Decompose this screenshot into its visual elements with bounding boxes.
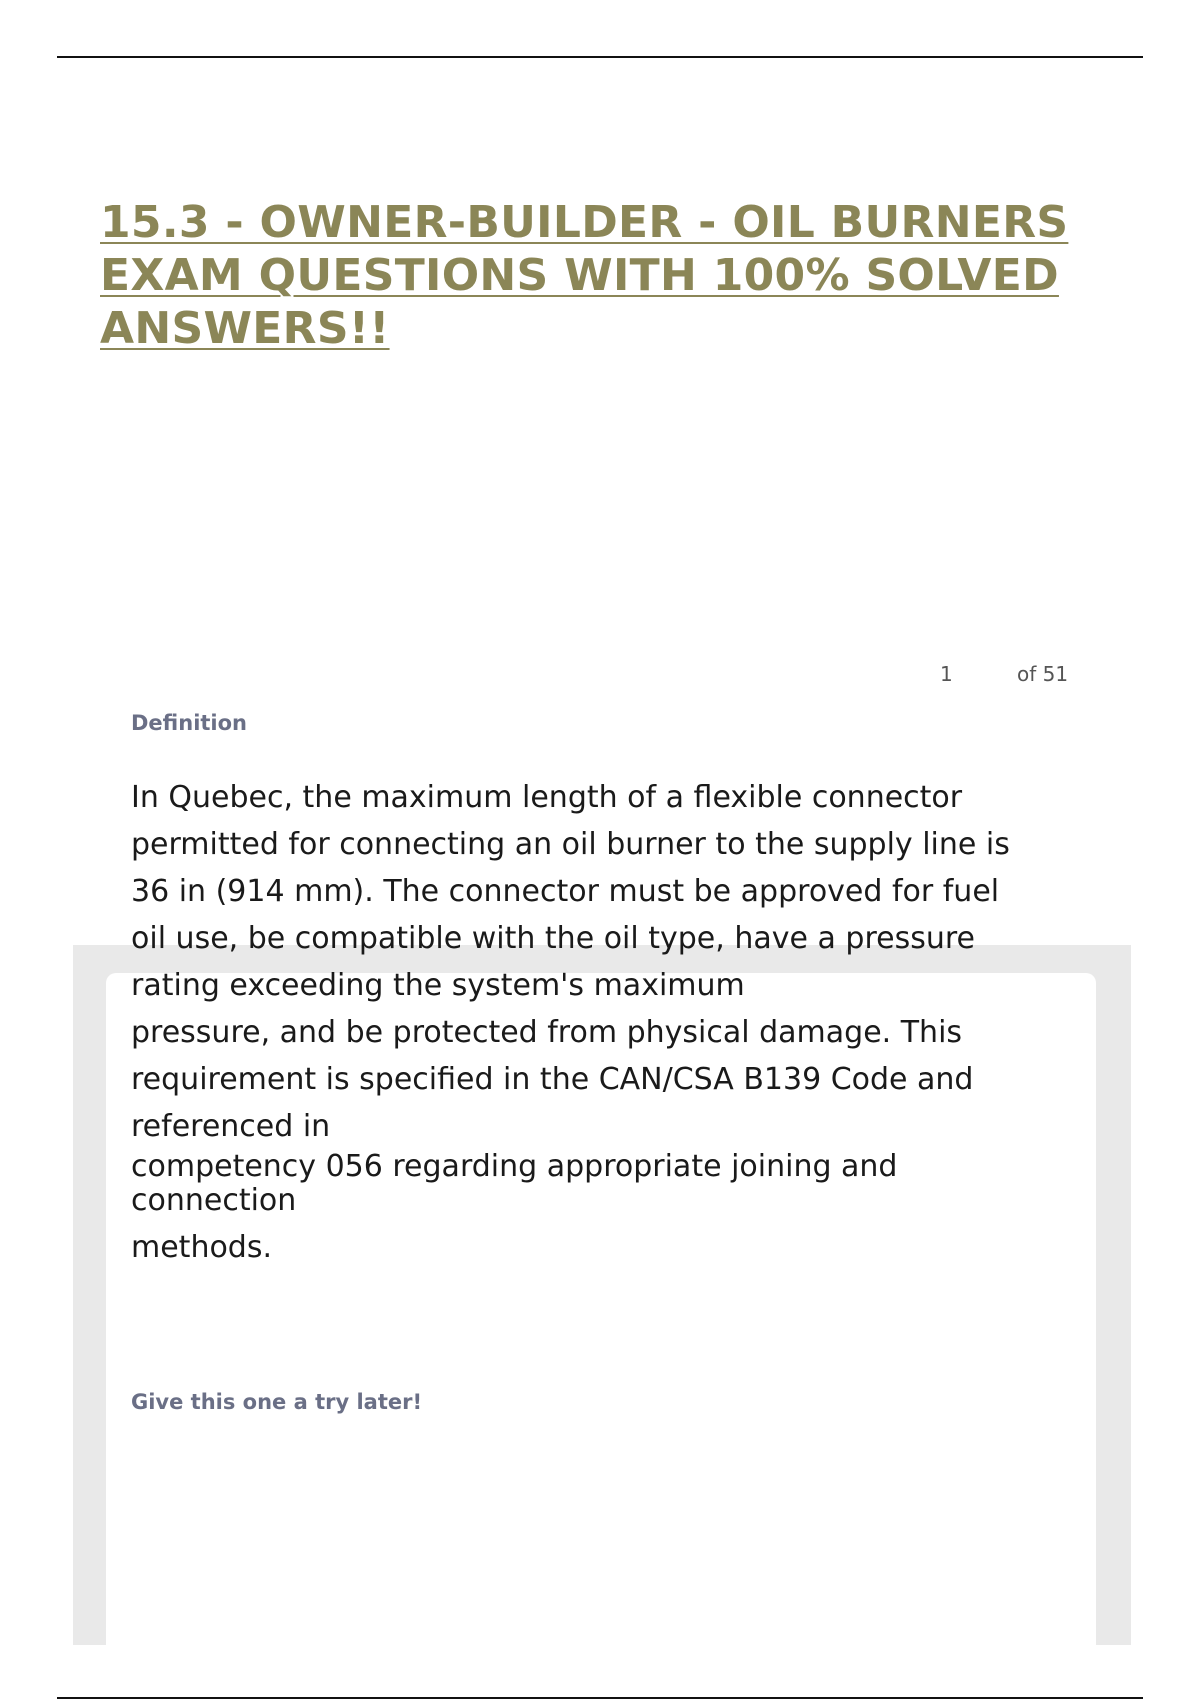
card-counter bbox=[940, 662, 1072, 686]
top-rule bbox=[57, 56, 1143, 58]
title-line: ANSWERS!! bbox=[100, 303, 390, 354]
definition-line: rating exceeding the system's maximum bbox=[131, 968, 745, 1003]
definition-text bbox=[131, 774, 1091, 1271]
document-title bbox=[100, 196, 1100, 355]
definition-label: Definition bbox=[131, 711, 248, 735]
definition-line: oil use, be compatible with the oil type, have a pressure bbox=[131, 921, 975, 956]
title-line: EXAM QUESTIONS WITH 100% SOLVED bbox=[100, 250, 1059, 301]
bottom-rule bbox=[57, 1697, 1143, 1699]
definition-line: permitted for connecting an oil burner to the supply line is bbox=[131, 827, 1010, 862]
title-line: 15.3 - OWNER-BUILDER - OIL BURNERS bbox=[100, 197, 1069, 248]
definition-line: pressure, and be protected from physical damage. This bbox=[131, 1015, 963, 1050]
definition-line: methods. bbox=[131, 1230, 273, 1265]
definition-line: referenced in bbox=[131, 1109, 331, 1144]
definition-line: requirement is specified in the CAN/CSA B139 Code and bbox=[131, 1062, 974, 1097]
definition-line: 36 in (914 mm). The connector must be approved for fuel bbox=[131, 874, 1000, 909]
card-counter-total: of 51 bbox=[1017, 662, 1069, 686]
definition-line: In Quebec, the maximum length of a flexible connector bbox=[131, 780, 963, 815]
card-counter-current: 1 bbox=[940, 662, 953, 686]
definition-line: connection bbox=[131, 1183, 297, 1218]
definition-line: competency 056 regarding appropriate joining and bbox=[131, 1149, 898, 1184]
try-later-link[interactable]: Give this one a try later! bbox=[131, 1390, 423, 1414]
